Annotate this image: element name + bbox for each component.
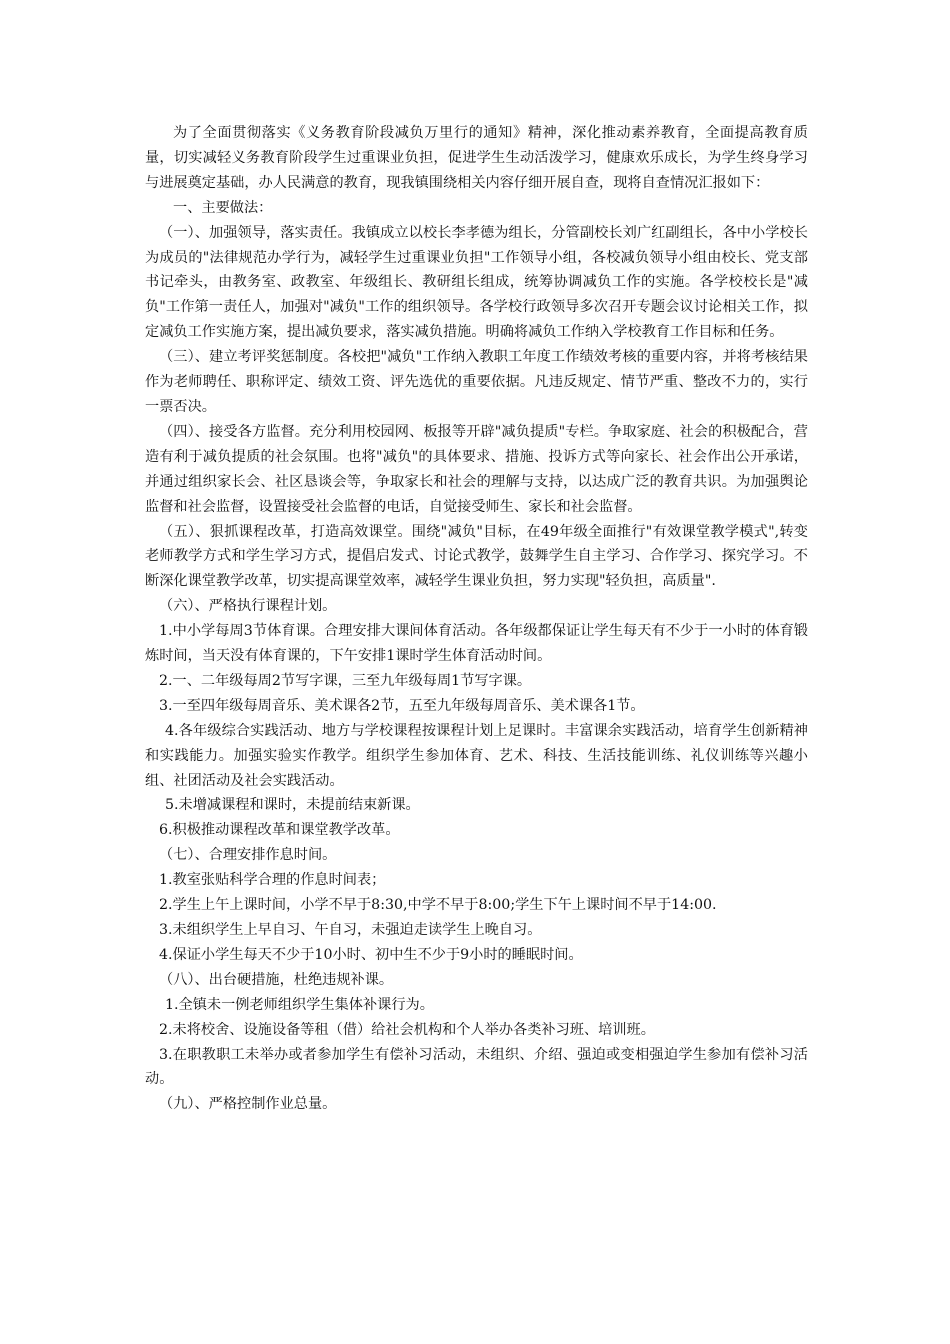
paragraph-evaluation-system: （三）、建立考评奖惩制度。各校把"减负"工作纳入教职工年度工作绩效考核的重要内容，并将考核结果作为老师聘任、职称评定、绩效工资、评先选优的重要依据。凡违反规定、情节严重、整改不力的，实行一票否决。 <box>145 349 808 415</box>
list-item: 4.保证小学生每天不少于10小时、初中生不少于9小时的睡眠时间。 <box>159 946 583 963</box>
document-body <box>145 121 808 1117</box>
list-item: 6.积极推动课程改革和课堂教学改革。 <box>159 822 400 839</box>
intro-paragraph: 为了全面贯彻落实《义务教育阶段减负万里行的通知》精神，深化推动素养教育，全面提高教育质量，切实减轻义务教育阶段学生过重课业负担，促进学生生动活泼学习，健康欢乐成长，为学生终身学习与进展奠定基础，办人民满意的教育，现我镇围绕相关内容仔细开展自查，现将自查情况汇报如下： <box>145 125 808 191</box>
subheading-curriculum-plan: （六）、严格执行课程计划。 <box>159 598 337 615</box>
paragraph-curriculum-reform: （五）、狠抓课程改革，打造高效课堂。围绕"减负"目标，在49年级全面推行"有效课堂教学模式",转变老师教学方式和学生学习方式，提倡启发式、讨论式教学，鼓舞学生自主学习、合作学习、探究学习。不断深化课堂教学改革，切实提高课堂效率，减轻学生课业负担，努力实现"轻负担，高质量". <box>145 523 808 590</box>
list-item: 2.未将校舍、设施设备等租（借）给社会机构和个人举办各类补习班、培训班。 <box>159 1021 655 1038</box>
subheading-tutoring-ban: （八）、出台硬措施，杜绝违规补课。 <box>159 971 394 988</box>
section-heading-main-practices: 一、主要做法： <box>173 199 273 216</box>
paragraph-leadership: （一）、加强领导，落实责任。我镇成立以校长李孝德为组长，分管副校长刘广红副组长，各中小学校长为成员的"法律规范办学行为，减轻学生过重课业负担"工作领导小组，各校减负领导小组由校长、党支部书记牵头，由教务室、政教室、年级组长、教研组长组成，统筹协调减负工作的实施。各学校校长是"减负"工作第一责任人，加强对"减负"工作的组织领导。各学校行政领导多次召开专题会议讨论相关工作，拟定减负工作实施方案，提出减负要求，落实减负措施。明确将减负工作纳入学校教育工作目标和任务。 <box>145 224 808 341</box>
list-item: 1.中小学每周3节体育课。合理安排大课间体育活动。各年级都保证让学生每天有不少于一小时的体育锻炼时间，当天没有体育课的，下午安排1课时学生体育活动时间。 <box>145 623 808 665</box>
list-item: 2.学生上午上课时间，小学不早于8:30,中学不早于8:00;学生下午上课时间不早于14:00. <box>159 897 717 914</box>
list-item: 3.在职教职工未举办或者参加学生有偿补习活动，未组织、介绍、强迫或变相强迫学生参加有偿补习活动。 <box>145 1046 808 1088</box>
subheading-homework-control: （九）、严格控制作业总量。 <box>159 1096 337 1113</box>
list-item: 1.教室张贴科学合理的作息时间表； <box>159 872 386 889</box>
list-item: 1.全镇未一例老师组织学生集体补课行为。 <box>165 996 434 1013</box>
list-item: 2.一、二年级每周2节写字课，三至九年级每周1节写字课。 <box>159 672 532 689</box>
paragraph-supervision: （四）、接受各方监督。充分利用校园网、板报等开辟"减负提质"专栏。争取家庭、社会的积极配合，营造有利于减负提质的社会氛围。也将"减负"的具体要求、措施、投诉方式等向家长、社会作出公开承诺，并通过组织家长会、社区恳谈会等，争取家长和社会的理解与支持，以达成广泛的教育共识。为加强舆论监督和社会监督，设置接受社会监督的电话，自觉接受师生、家长和社会监督。 <box>145 423 808 515</box>
subheading-schedule: （七）、合理安排作息时间。 <box>159 847 337 864</box>
list-item: 5.未增减课程和课时，未提前结束新课。 <box>165 797 420 814</box>
list-item: 3.一至四年级每周音乐、美术课各2节，五至九年级每周音乐、美术课各1节。 <box>159 697 645 714</box>
list-item: 3.未组织学生上早自习、午自习，未强迫走读学生上晚自习。 <box>159 922 542 938</box>
list-item: 4.各年级综合实践活动、地方与学校课程按课程计划上足课时。丰富课余实践活动，培育学生创新精神和实践能力。加强实验实作教学。组织学生参加体育、艺术、科技、生活技能训练、礼仪训练等兴趣小组、社团活动及社会实践活动。 <box>145 722 808 789</box>
